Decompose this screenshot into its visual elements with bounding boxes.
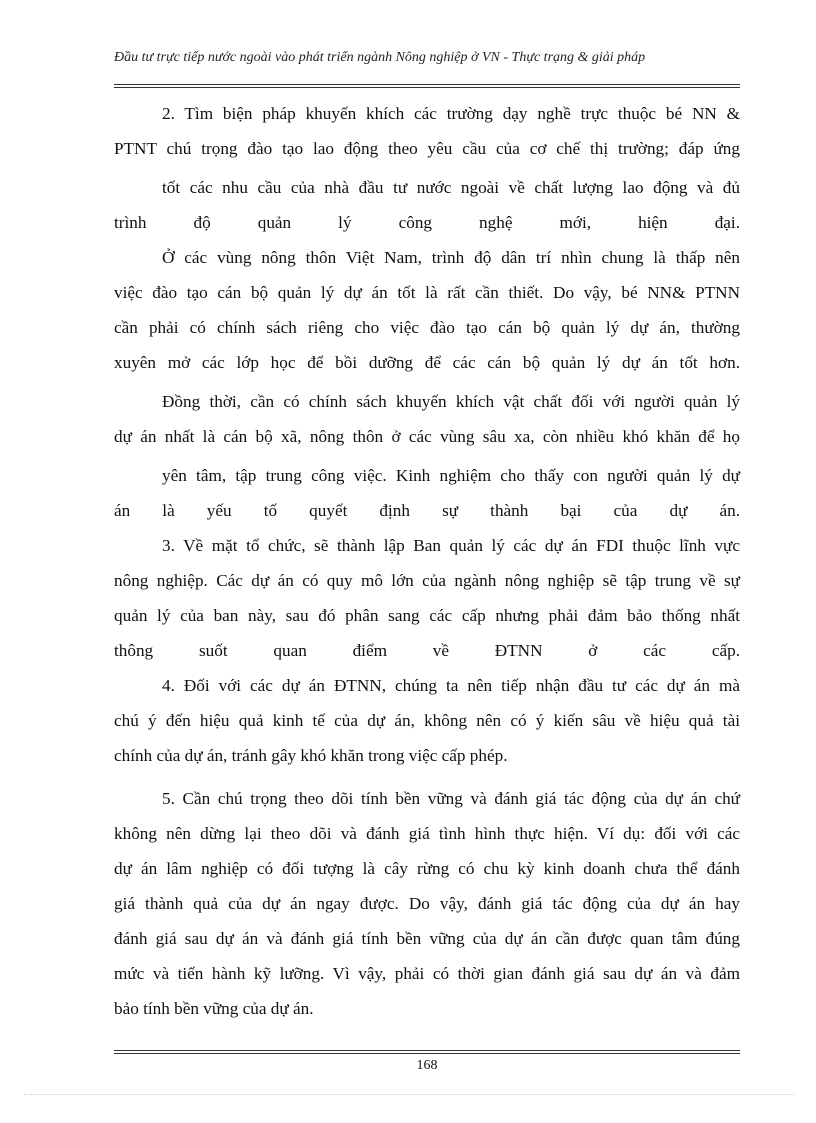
- text-line: 2. Tìm biện pháp khuyến khích các trường dạy nghề trực thuộc bé NN &: [162, 104, 740, 123]
- text-line: không nên dừng lại theo dõi và đánh giá tình hình thực hiện. Ví dụ: đối với các: [114, 824, 740, 843]
- text-line: giá thành quả của dự án ngay được. Do vậy, đánh giá tác động của dự án hay: [114, 894, 740, 913]
- header-divider: [114, 84, 740, 88]
- text-line: nông nghiệp. Các dự án có quy mô lớn của ngành nông nghiệp sẽ tập trung về sự: [114, 571, 740, 590]
- footer-divider: [114, 1050, 740, 1054]
- text-line: yên tâm, tập trung công việc. Kinh nghiệm cho thấy con người quản lý dự: [162, 466, 740, 485]
- text-line: cần phải có chính sách riêng cho việc đào tạo cán bộ quản lý dự án, thường: [114, 318, 740, 337]
- text-line: 3. Về mặt tổ chức, sẽ thành lập Ban quản lý các dự án FDI thuộc lĩnh vực: [162, 536, 740, 555]
- text-line: quản lý của ban này, sau đó phân sang các cấp nhưng phải đảm bảo thống nhất: [114, 606, 740, 625]
- running-header: Đầu tư trực tiếp nước ngoài vào phát triển ngành Nông nghiệp ở VN - Thực trạng & giải pháp: [114, 50, 646, 65]
- text-line: xuyên mở các lớp học để bồi dưỡng để các cán bộ quản lý dự án tốt hơn.: [114, 353, 740, 372]
- text-line: việc đào tạo cán bộ quản lý dự án tốt là rất cần thiết. Do vậy, bé NN& PTNN: [114, 283, 740, 302]
- page-bottom-dotted-line: [24, 1094, 794, 1095]
- text-line: Ở các vùng nông thôn Việt Nam, trình độ dân trí nhìn chung là thấp nên: [162, 248, 740, 267]
- text-line: dự án nhất là cán bộ xã, nông thôn ở các vùng sâu xa, còn nhiều khó khăn để họ: [114, 427, 740, 446]
- text-line: Đồng thời, cần có chính sách khuyến khích vật chất đối với người quản lý: [162, 392, 740, 411]
- text-line: 5. Cần chú trọng theo dõi tính bền vững và đánh giá tác động của dự án chứ: [162, 789, 740, 808]
- text-line: án là yếu tố quyết định sự thành bại của dự án.: [114, 501, 740, 520]
- text-line: PTNT chú trọng đào tạo lao động theo yêu cầu của cơ chế thị trường; đáp ứng: [114, 139, 740, 158]
- text-line: chú ý đến hiệu quả kinh tế của dự án, không nên có ý kiến sâu về hiệu quả tài: [114, 711, 740, 730]
- text-line: dự án lâm nghiệp có đối tượng là cây rừng có chu kỳ kinh doanh chưa thể đánh: [114, 859, 740, 878]
- text-line: thông suốt quan điểm về ĐTNN ở các cấp.: [114, 641, 740, 660]
- text-line: trình độ quản lý công nghệ mới, hiện đại.: [114, 213, 740, 232]
- text-line: mức và tiến hành kỹ lưỡng. Vì vậy, phải có thời gian đánh giá sau dự án và đảm: [114, 964, 740, 983]
- text-line: tốt các nhu cầu của nhà đầu tư nước ngoài về chất lượng lao động và đủ: [162, 178, 740, 197]
- text-line: bảo tính bền vững của dự án.: [114, 999, 314, 1018]
- text-line: 4. Đối với các dự án ĐTNN, chúng ta nên tiếp nhận đầu tư các dự án mà: [162, 676, 740, 695]
- text-line: chính của dự án, tránh gây khó khăn trong việc cấp phép.: [114, 746, 508, 765]
- body-text: [114, 96, 740, 1026]
- text-line: đánh giá sau dự án và đánh giá tính bền vững của dự án cần được quan tâm đúng: [114, 929, 740, 948]
- page-number: 168: [416, 1058, 438, 1073]
